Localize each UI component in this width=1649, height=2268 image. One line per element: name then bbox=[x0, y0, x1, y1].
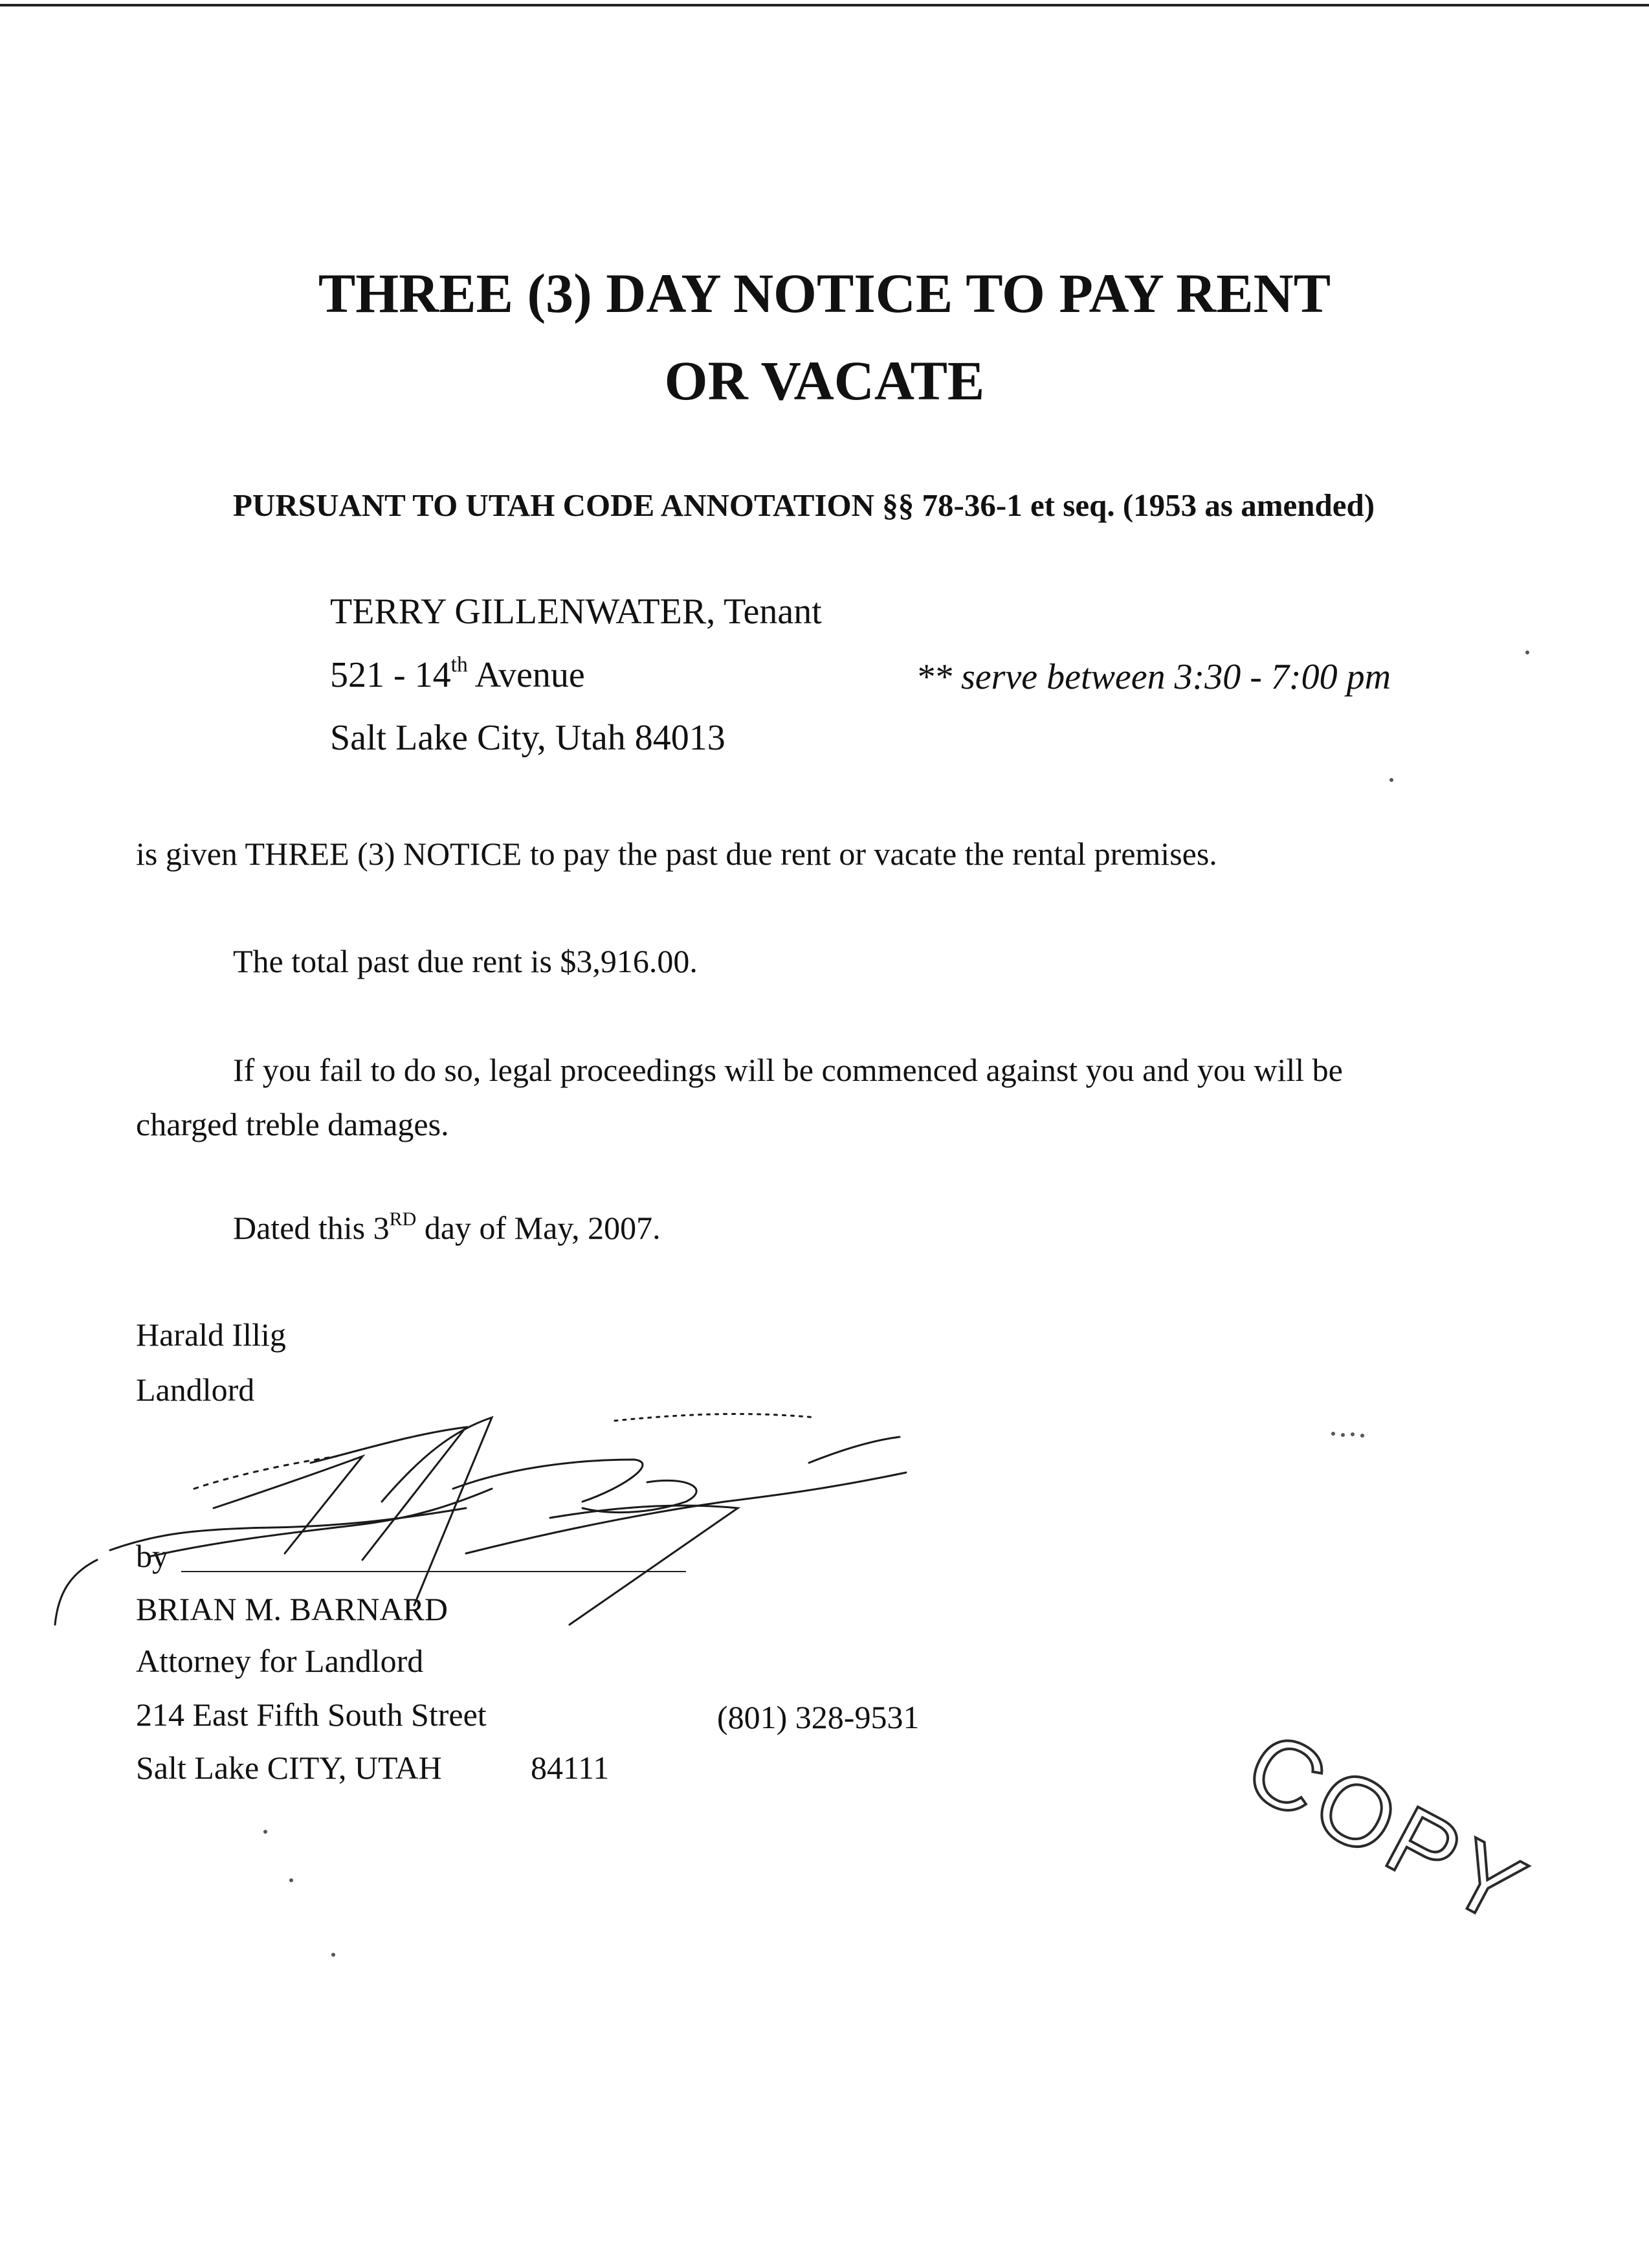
attorney-city: Salt Lake CITY, UTAH bbox=[136, 1750, 442, 1786]
street-number: 521 - 14 bbox=[330, 655, 451, 695]
landlord-role: Landlord bbox=[136, 1372, 255, 1408]
title-line-1: THREE (3) DAY NOTICE TO PAY RENT bbox=[318, 262, 1331, 324]
attorney-name: BRIAN M. BARNARD bbox=[136, 1591, 448, 1627]
date-day-suffix: RD bbox=[389, 1208, 417, 1230]
past-due-amount: The total past due rent is $3,916.00. bbox=[233, 943, 698, 979]
statute-subtitle: PURSUANT TO UTAH CODE ANNOTATION §§ 78-36-1 et seq. (1953 as amended) bbox=[233, 487, 1375, 523]
signature-by-label: by bbox=[136, 1538, 168, 1574]
attorney-phone: (801) 328-9531 bbox=[717, 1699, 920, 1735]
attorney-zip: 84111 bbox=[531, 1750, 610, 1786]
date-rest: day of May, 2007. bbox=[424, 1210, 661, 1246]
copy-stamp-text: COPY bbox=[1230, 1709, 1547, 1948]
notice-sentence: is given THREE (3) NOTICE to pay the past due rent or vacate the rental premises. bbox=[136, 836, 1217, 872]
serve-note: ** serve between 3:30 - 7:00 pm bbox=[916, 657, 1391, 697]
consequence-line-2: charged treble damages. bbox=[136, 1106, 449, 1142]
date-day: Dated this 3 bbox=[233, 1210, 390, 1246]
street-name: Avenue bbox=[474, 655, 585, 695]
street-suffix: th bbox=[450, 652, 468, 677]
consequence-line-1: If you fail to do so, legal proceedings will be commenced against you and you will be bbox=[233, 1052, 1343, 1088]
tenant-name: TERRY GILLENWATER, Tenant bbox=[330, 592, 822, 632]
title-line-2: OR VACATE bbox=[664, 350, 985, 412]
attorney-street: 214 East Fifth South Street bbox=[136, 1696, 487, 1733]
tenant-city: Salt Lake City, Utah 84013 bbox=[330, 718, 725, 758]
attorney-role: Attorney for Landlord bbox=[136, 1643, 424, 1679]
landlord-name: Harald Illig bbox=[136, 1317, 286, 1353]
